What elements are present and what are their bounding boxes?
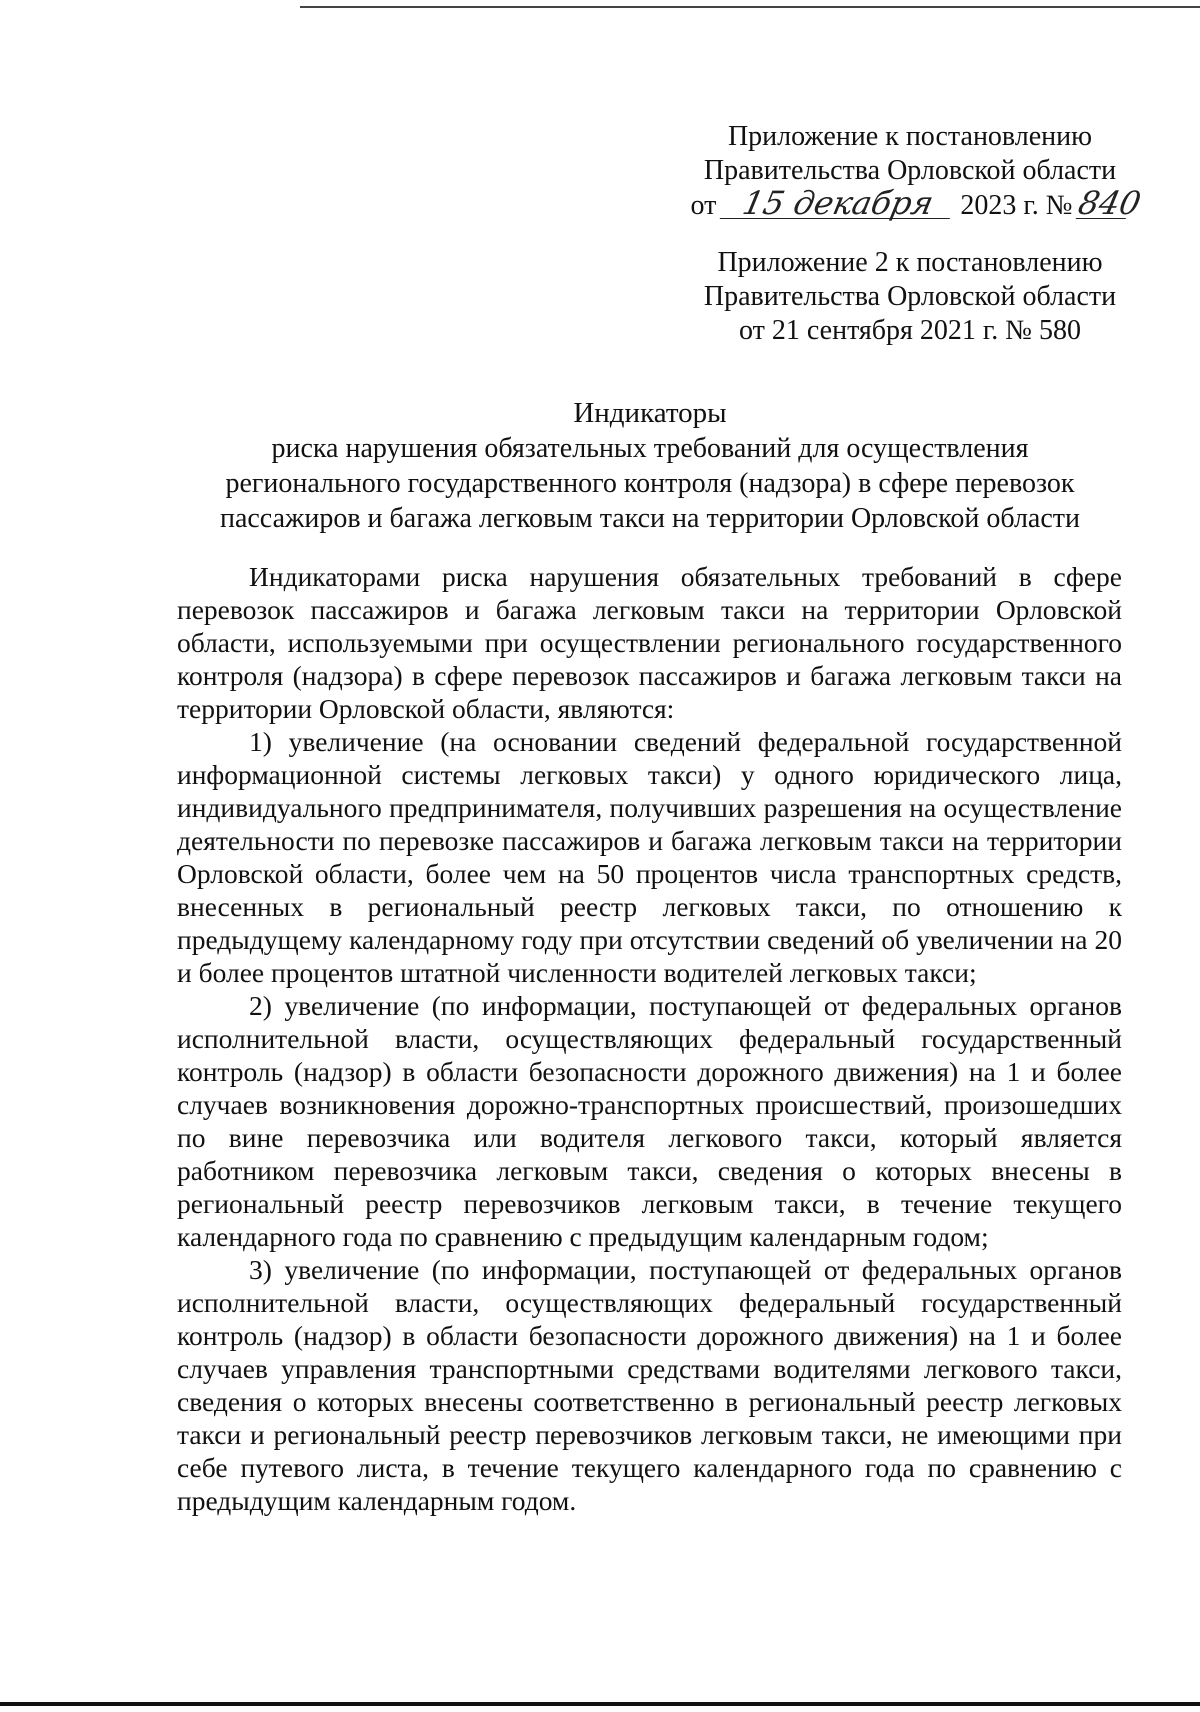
date-prefix: от (690, 190, 717, 221)
title-line-1: риска нарушения обязательных требований для осуществления (271, 433, 1029, 464)
intro-paragraph: Индикаторами риска нарушения обязательных требований в сфере перевозок пассажиров и багажа легковым такси на территории Орловской области, используемыми при осуществлении регионального государственного контроля (надзора) в сфере перевозок пассажиров и багажа легковым такси на территории Орловской области, являются: (177, 561, 1122, 724)
indicator-item-1: 1) увеличение (на основании сведений федеральной государственной информационной системы легковых такси) у одного юридического лица, индивидуального предпринимателя, получивших разрешения на осуществление деятельности по перевозке пассажиров и багажа легковым такси на территории Орловской области, более чем на 50 процентов числа транспортных средств, внесенных в региональный реестр легковых такси, по отношению к предыдущему календарному году при отсутствии сведений об увеличении на 20 и более процентов штатной численности водителей легковых такси; (177, 726, 1122, 988)
appendix-2-header-line-3: от 21 сентября 2021 г. № 580 (739, 315, 1081, 346)
date-year: 2023 г. № (960, 190, 1073, 221)
title-line-2: регионального государственного контроля (надзора) в сфере перевозок (225, 468, 1075, 499)
title-heading: Индикаторы (573, 397, 727, 429)
document-title (160, 396, 1140, 536)
handwritten-number: 840 (1075, 184, 1145, 222)
document-body (177, 560, 1122, 1517)
title-line-3: пассажиров и багажа легковым такси на территории Орловской области (219, 503, 1081, 534)
handwritten-date: 15 декабря (720, 188, 957, 219)
appendix-header-line-2: Правительства Орловской области (703, 155, 1117, 186)
indicator-item-2: 2) увеличение (по информации, поступающей от федеральных органов исполнительной власти, осуществляющих федеральный государственный контроль (надзор) в области безопасности дорожного движения) на 1 и более случаев возникновения дорожно-транспортных происшествий, произошедших по вине перевозчика или водителя легкового такси, который является работником перевозчика легковым такси, сведения о которых внесены в региональный реестр перевозчиков легковым такси, в течение текущего календарного года по сравнению с предыдущим календарным годом; (177, 990, 1122, 1252)
bottom-scan-line (0, 1702, 1200, 1706)
indicator-item-3: 3) увеличение (по информации, поступающей от федеральных органов исполнительной власти, осуществляющих федеральный государственный контроль (надзор) в области безопасности дорожного движения) на 1 и более случаев управления транспортными средствами водителями легкового такси, сведения о которых внесены соответственно в региональный реестр легковых такси и региональный реестр перевозчиков легковым такси, не имеющими при себе путевого листа, в течение текущего календарного года по сравнению с предыдущим календарным годом. (177, 1254, 1122, 1516)
appendix-2-header (660, 246, 1160, 348)
appendix-header-line-1: Приложение к постановлению (727, 121, 1093, 152)
appendix-header (660, 120, 1160, 223)
top-scan-line (300, 6, 1200, 8)
appendix-2-header-line-2: Правительства Орловской области (703, 281, 1117, 312)
appendix-header-date-line (660, 184, 1160, 223)
appendix-2-header-line-1: Приложение 2 к постановлению (717, 247, 1103, 278)
